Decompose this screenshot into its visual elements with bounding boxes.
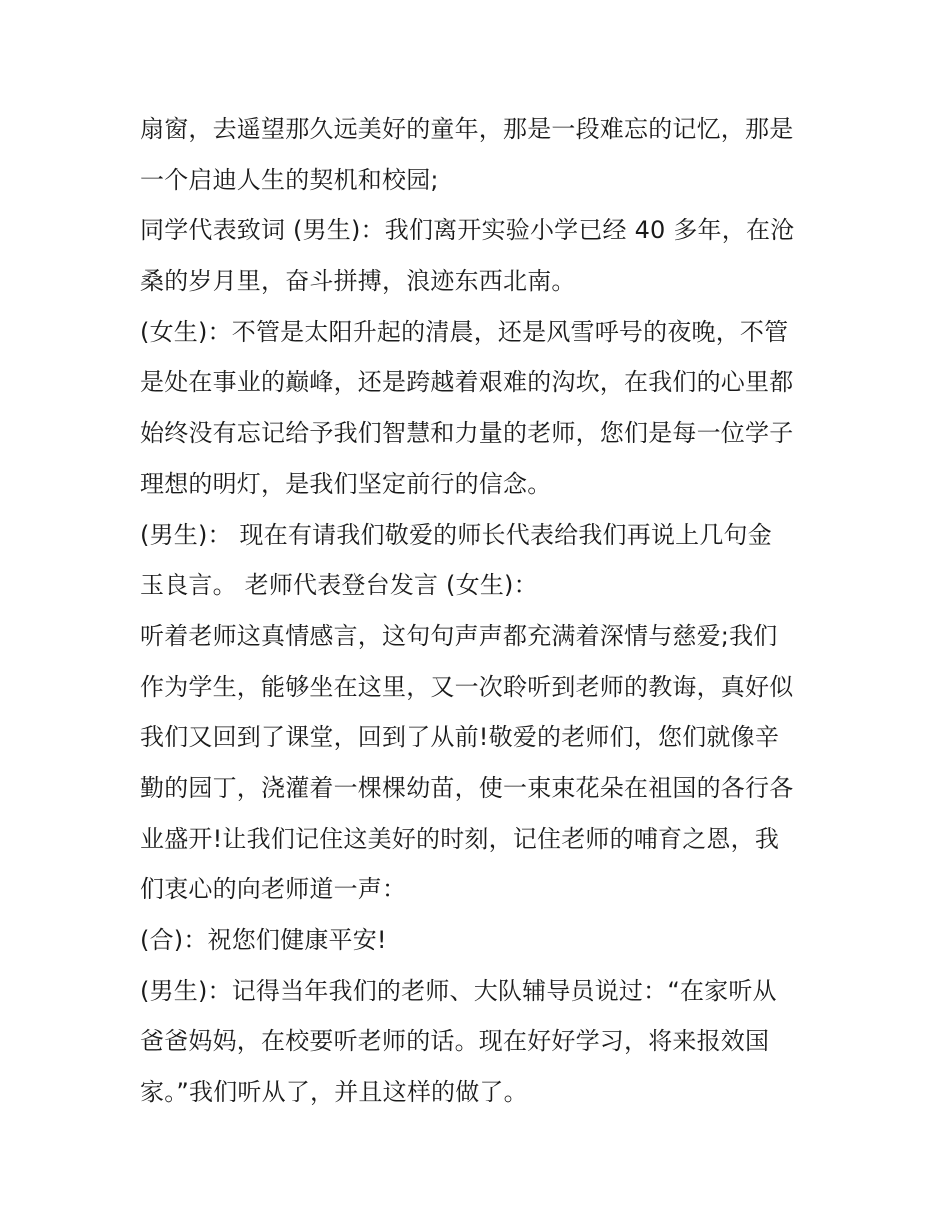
text-line: (女生)：不管是太阳升起的清晨，还是风雪呼号的夜晚，不管 <box>140 317 789 346</box>
text-line: (男生)： 现在有请我们敬爱的师长代表给我们再说上几句金 <box>140 520 772 549</box>
text-line: 理想的明灯，是我们坚定前行的信念。 <box>140 469 552 498</box>
text-line: 同学代表致词 (男生)：我们离开实验小学已经 40 多年，在沧 <box>140 216 795 245</box>
text-line: 业盛开!让我们记住这美好的时刻，记住老师的哺育之恩，我 <box>140 824 780 853</box>
text-line: 扇窗，去遥望那久远美好的童年，那是一段难忘的记忆，那是 <box>140 115 794 143</box>
text-line: 是处在事业的巅峰，还是跨越着艰难的沟坎，在我们的心里都 <box>140 368 794 397</box>
text-line: 爸爸妈妈，在校要听老师的话。现在好好学习，将来报效国 <box>140 1027 770 1056</box>
document-body <box>140 104 820 1118</box>
text-line: 家。”我们听从了，并且这样的做了。 <box>140 1078 528 1107</box>
text-line: 勤的园丁，浇灌着一棵棵幼苗，使一束束花朵在祖国的各行各 <box>140 773 794 802</box>
text-line: (合)：祝您们健康平安! <box>140 926 387 954</box>
text-line: 作为学生，能够坐在这里，又一次聆听到老师的教诲，真好似 <box>140 672 794 701</box>
text-line: 我们又回到了课堂，回到了从前!敬爱的老师们，您们就像辛 <box>140 723 780 752</box>
text-line: (男生)：记得当年我们的老师、大队辅导员说过：“在家听从 <box>140 976 777 1005</box>
text-line: 们衷心的向老师道一声： <box>140 875 407 904</box>
text-line: 听着老师这真情感言，这句句声声都充满着深情与慈爱;我们 <box>140 621 778 650</box>
text-line: 始终没有忘记给予我们智慧和力量的老师，您们是每一位学子 <box>140 419 794 448</box>
text-line: 桑的岁月里，奋斗拼搏，浪迹东西北南。 <box>140 267 576 296</box>
text-line: 玉良言。 老师代表登台发言 (女生)： <box>140 571 538 600</box>
text-line: 一个启迪人生的契机和校园; <box>140 165 439 194</box>
